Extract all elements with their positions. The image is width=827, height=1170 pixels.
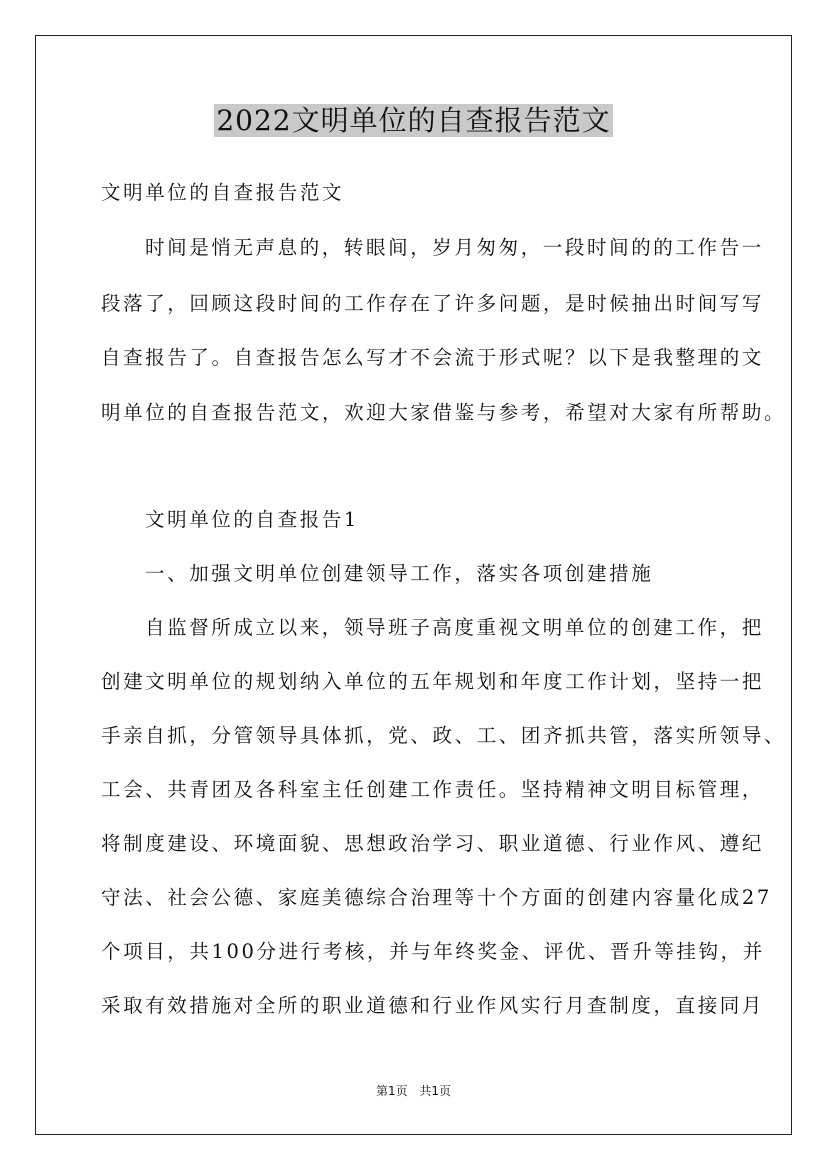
page-footer: [0, 1082, 827, 1099]
body-line: 采取有效措施对全所的职业道德和行业作风实行月查制度，直接同月: [101, 994, 765, 1017]
section-title: 文明单位的自查报告1: [145, 508, 359, 531]
intro-line: 自查报告了。自查报告怎么写才不会流于形式呢？以下是我整理的文: [101, 346, 765, 369]
body-line: 个项目，共100分进行考核，并与年终奖金、评优、晋升等挂钩，并: [101, 940, 765, 963]
intro-line: 明单位的自查报告范文，欢迎大家借鉴与参考，希望对大家有所帮助。: [101, 401, 787, 424]
page-total: 共1页: [419, 1084, 452, 1098]
body-line: 工会、共青团及各科室主任创建工作责任。坚持精神文明目标管理，: [101, 778, 765, 801]
page-number: 第1页: [375, 1084, 408, 1098]
body-line: 创建文明单位的规划纳入单位的五年规划和年度工作计划，坚持一把: [101, 670, 765, 693]
intro-line: 时间是悄无声息的，转眼间，岁月匆匆，一段时间的的工作告一: [145, 236, 764, 259]
document-title-text: 2022文明单位的自查报告范文: [216, 104, 611, 137]
document-subtitle: 文明单位的自查报告范文: [101, 181, 345, 204]
section-heading: 一、加强文明单位创建领导工作，落实各项创建措施: [145, 562, 654, 585]
body-line: 将制度建设、环境面貌、思想政治学习、职业道德、行业作风、遵纪: [101, 832, 765, 855]
body-line: 守法、社会公德、家庭美德综合治理等十个方面的创建内容量化成27: [101, 886, 772, 909]
body-line: 自监督所成立以来，领导班子高度重视文明单位的创建工作，把: [145, 616, 764, 639]
body-line: 手亲自抓，分管领导具体抓，党、政、工、团齐抓共管，落实所领导、: [101, 724, 787, 747]
intro-line: 段落了，回顾这段时间的工作存在了许多问题，是时候抽出时间写写: [101, 292, 765, 315]
document-title: [0, 100, 827, 142]
